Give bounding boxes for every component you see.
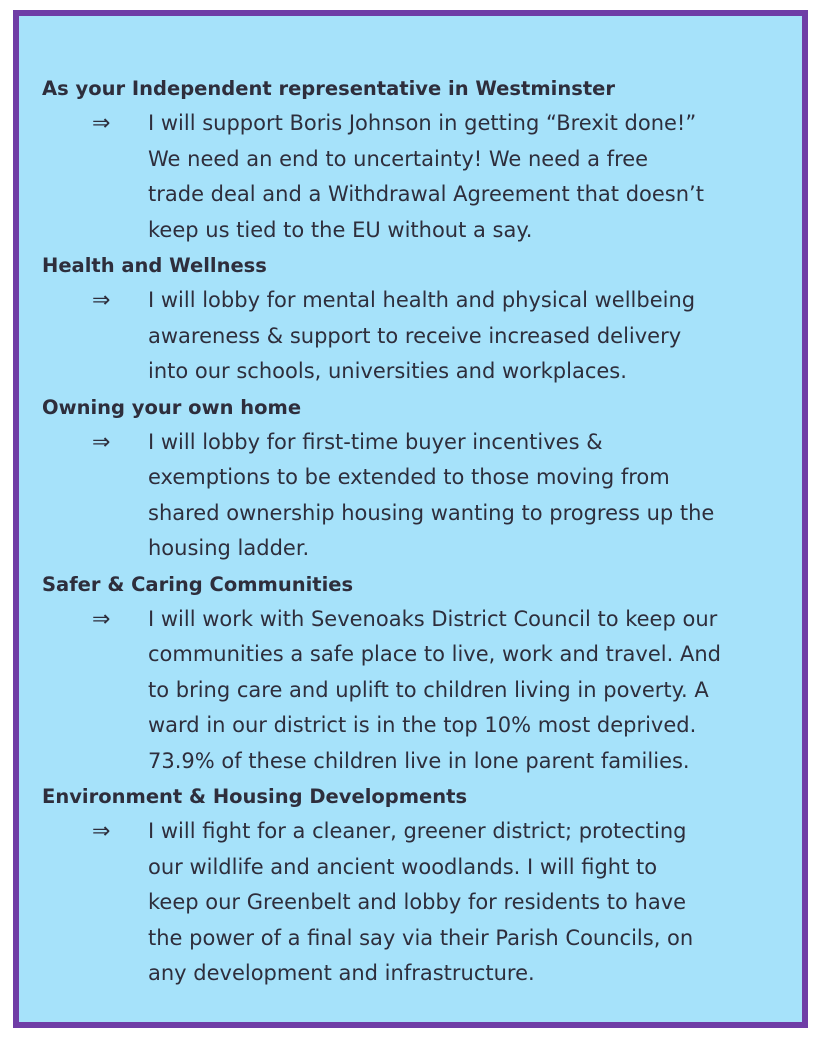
section-heading-westminster: As your Independent representative in Westminster: [42, 77, 615, 100]
right-double-arrow-icon: ⇒: [92, 288, 111, 313]
bullet-line: keep us tied to the EU without a say.: [148, 217, 533, 242]
right-double-arrow-icon: ⇒: [92, 819, 111, 844]
section-heading-communities: Safer & Caring Communities: [42, 572, 354, 596]
bullet-environment: [42, 814, 807, 992]
right-double-arrow-icon: ⇒: [92, 606, 111, 632]
bullet-line: ward in our district is in the top 10% most deprived.: [148, 713, 697, 737]
bullet-line: trade deal and a Withdrawal Agreement that doesn’t: [148, 182, 704, 206]
bullet-line: I will fight for a cleaner, greener district; protecting: [148, 819, 687, 843]
bullet-westminster: [42, 106, 807, 248]
bullet-line: to bring care and uplift to children living in poverty. A: [148, 677, 709, 702]
bullet-line: any development and infrastructure.: [148, 961, 535, 985]
bullet-line: I will lobby for first-time buyer incentives &: [148, 429, 603, 454]
bullet-line: communities a safe place to live, work and travel. And: [148, 642, 721, 666]
bullet-home: [42, 425, 807, 567]
bullet-line: the power of a final say via their Parish Councils, on: [148, 925, 694, 950]
right-double-arrow-icon: ⇒: [92, 111, 111, 136]
bullet-communities: [42, 602, 807, 780]
bullet-line: our wildlife and ancient woodlands. I will fight to: [148, 854, 658, 879]
bullet-line: I will lobby for mental health and physical wellbeing: [148, 288, 696, 312]
bullet-health: [42, 283, 807, 390]
policy-panel: [13, 10, 808, 1028]
policy-content: [42, 71, 807, 992]
bullet-line: We need an end to uncertainty! We need a free: [148, 146, 649, 171]
bullet-line: keep our Greenbelt and lobby for residents to have: [148, 890, 687, 914]
bullet-line: exemptions to be extended to those moving from: [148, 465, 670, 489]
bullet-line: I will support Boris Johnson in getting “Brexit done!”: [148, 111, 697, 135]
section-heading-health: Health and Wellness: [42, 254, 267, 277]
bullet-line: 73.9% of these children live in lone parent families.: [148, 748, 690, 773]
bullet-line: into our schools, universities and workplaces.: [148, 359, 627, 383]
bullet-line: housing ladder.: [148, 536, 310, 560]
bullet-line: I will work with Sevenoaks District Council to keep our: [148, 606, 718, 631]
section-heading-home: Owning your own home: [42, 395, 302, 419]
section-heading-environment: Environment & Housing Developments: [42, 785, 468, 808]
bullet-line: shared ownership housing wanting to progress up the: [148, 500, 715, 525]
bullet-line: awareness & support to receive increased delivery: [148, 323, 682, 348]
right-double-arrow-icon: ⇒: [92, 429, 111, 455]
